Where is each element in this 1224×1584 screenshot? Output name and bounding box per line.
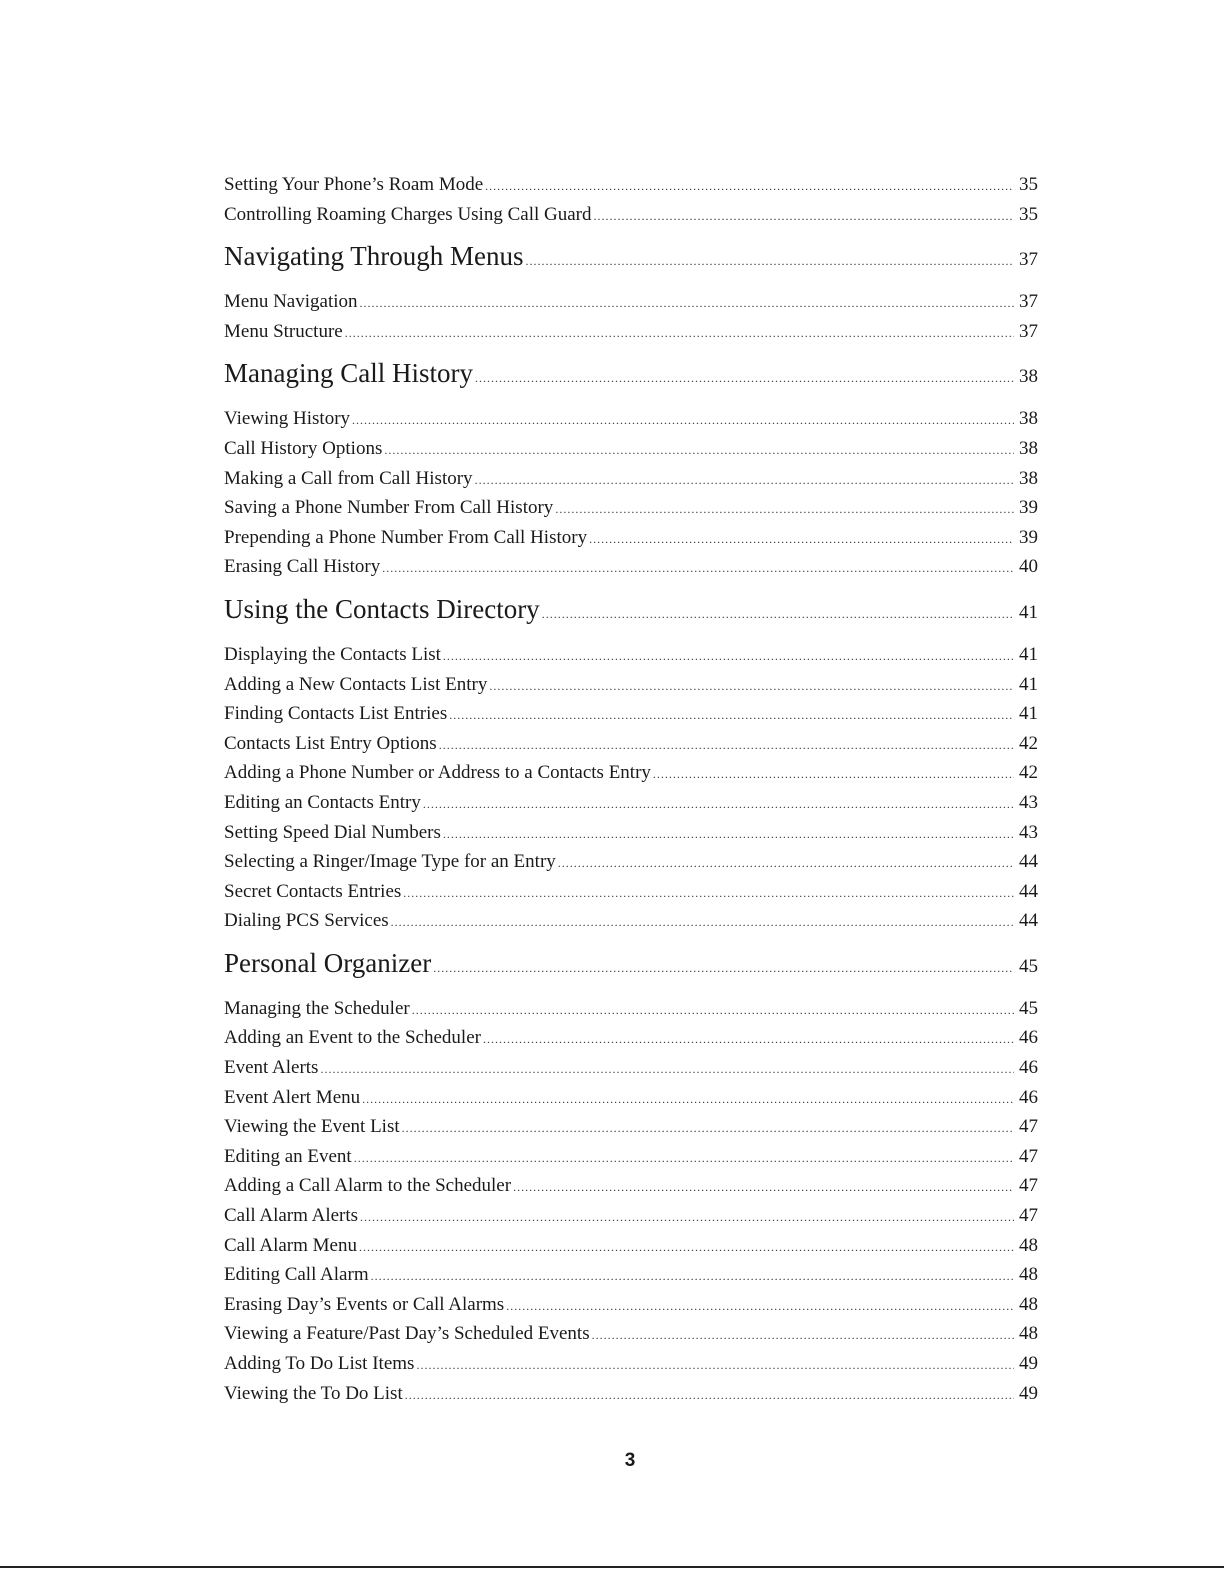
toc-label: Adding To Do List Items [224,1353,415,1374]
toc-section-heading [224,944,1038,982]
toc-entry [224,758,1038,788]
toc-page-number: 46 [1019,1027,1038,1049]
toc-label: Erasing Call History [224,556,381,578]
toc-label: Adding a Call Alarm to the Scheduler [224,1175,512,1197]
toc-label: Event Alert Menu [224,1086,361,1108]
toc-page-number: 48 [1019,1234,1038,1256]
toc-label: Personal Organizer [224,947,432,978]
toc-entry [224,1379,1038,1409]
page-number: 3 [624,1450,636,1471]
toc-label: Editing Call Alarm [224,1264,369,1286]
dot-leader [483,1025,1014,1053]
dot-leader [320,1055,1014,1083]
toc-label: Saving a Phone Number From Call History [224,497,554,519]
dot-leader [513,1173,1014,1201]
toc-label: Call Alarm Menu [224,1234,357,1256]
toc-label: Dialing PCS Services [224,910,389,932]
dot-leader [475,359,1014,392]
toc-page-number: 35 [1019,174,1038,195]
toc-label: Using the Contacts Directory [224,593,540,624]
toc-entry [224,170,1038,200]
toc-entry [224,994,1038,1024]
toc-page-number: 42 [1019,762,1038,784]
toc-page-number: 45 [1019,997,1038,1019]
toc-page-number: 37 [1019,291,1038,313]
toc-label: Setting Speed Dial Numbers [224,821,441,843]
toc-page-number: 40 [1019,556,1038,578]
toc-label: Editing an Event [224,1145,352,1167]
bottom-rule [0,1566,1224,1584]
dot-leader [354,1144,1014,1172]
toc-entry [224,670,1038,700]
dot-leader [525,242,1014,275]
toc-label: Setting Your Phone’s Roam Mode [224,174,484,195]
table-of-contents [224,170,1038,1408]
toc-page-number: 46 [1019,1057,1038,1079]
toc-page-number: 48 [1019,1293,1038,1315]
dot-leader [403,879,1014,907]
dot-leader [589,525,1014,553]
dot-leader [489,672,1014,700]
toc-page-number: 46 [1019,1086,1038,1108]
toc-label: Viewing a Feature/Past Day’s Scheduled Events [224,1323,590,1345]
toc-page-number: 39 [1019,526,1038,548]
toc-entry [224,1260,1038,1290]
toc-label: Erasing Day’s Events or Call Alarms [224,1293,505,1315]
toc-entry [224,1201,1038,1231]
toc-label: Navigating Through Menus [224,241,524,272]
toc-page-number: 48 [1019,1264,1038,1286]
toc-entry [224,1112,1038,1142]
toc-label: Making a Call from Call History [224,467,473,489]
toc-page-number: 39 [1019,497,1038,519]
toc-entry [224,818,1038,848]
toc-label: Adding a Phone Number or Address to a Contacts Entry [224,762,651,784]
dot-leader [382,554,1014,582]
dot-leader [345,319,1014,347]
toc-section-heading [224,237,1038,275]
toc-entry [224,464,1038,494]
dot-leader [391,908,1014,936]
toc-label: Call Alarm Alerts [224,1205,359,1227]
toc-entry [224,1349,1038,1379]
dot-leader [433,949,1014,982]
toc-page-number: 38 [1019,408,1038,430]
toc-page-number: 49 [1019,1382,1038,1404]
toc-label: Editing an Contacts Entry [224,791,421,813]
toc-entry [224,729,1038,759]
dot-leader [405,1381,1014,1409]
toc-label: Menu Navigation [224,291,358,313]
toc-page-number: 38 [1019,366,1038,388]
toc-entry [224,1053,1038,1083]
toc-label: Displaying the Contacts List [224,643,441,665]
toc-label: Viewing History [224,408,351,430]
toc-entry [224,1083,1038,1113]
toc-label: Contacts List Entry Options [224,732,437,754]
dot-leader [360,1203,1014,1231]
toc-page-number: 45 [1019,955,1038,977]
toc-page-number: 47 [1019,1116,1038,1138]
toc-page-number: 44 [1019,851,1038,873]
dot-leader [362,1085,1014,1113]
dot-leader [352,406,1014,434]
toc-label: Viewing the Event List [224,1116,400,1138]
dot-leader [360,289,1014,317]
toc-page-number: 43 [1019,791,1038,813]
dot-leader [423,790,1014,818]
dot-leader [359,1233,1014,1261]
toc-label: Adding a New Contacts List Entry [224,673,488,695]
toc-page-number: 37 [1019,249,1038,271]
toc-entry [224,906,1038,936]
toc-label: Controlling Roaming Charges Using Call Guard [224,203,592,225]
toc-entry [224,552,1038,582]
toc-label: Selecting a Ringer/Image Type for an Entry [224,851,556,873]
toc-label: Adding an Event to the Scheduler [224,1027,481,1049]
toc-entry [224,434,1038,464]
toc-section-heading [224,590,1038,628]
toc-entry [224,493,1038,523]
toc-page-number: 47 [1019,1205,1038,1227]
toc-label: Managing Call History [224,358,473,389]
toc-entry [224,847,1038,877]
toc-entry [224,287,1038,317]
toc-label: Viewing the To Do List [224,1382,403,1404]
toc-label: Menu Structure [224,320,343,342]
toc-page-number: 38 [1019,437,1038,459]
dot-leader [475,466,1014,494]
toc-page-number: 44 [1019,910,1038,932]
dot-leader [412,996,1014,1024]
toc-page-number: 41 [1019,643,1038,665]
toc-page-number: 37 [1019,320,1038,342]
dot-leader [506,1292,1014,1320]
toc-entry [224,1023,1038,1053]
toc-entry [224,404,1038,434]
dot-leader [555,495,1014,523]
dot-leader [542,595,1014,628]
dot-leader [443,642,1014,670]
dot-leader [485,172,1014,200]
toc-entry [224,1231,1038,1261]
toc-entry [224,1290,1038,1320]
dot-leader [653,760,1014,788]
toc-section-heading [224,354,1038,392]
toc-entry [224,1142,1038,1172]
toc-page-number: 48 [1019,1323,1038,1345]
toc-entry [224,317,1038,347]
toc-entry [224,523,1038,553]
dot-leader [416,1351,1014,1379]
toc-entry [224,200,1038,230]
dot-leader [384,436,1014,464]
dot-leader [594,202,1015,230]
toc-page-number: 41 [1019,601,1038,623]
toc-entry [224,1171,1038,1201]
dot-leader [402,1114,1014,1142]
toc-label: Call History Options [224,437,383,459]
toc-page-number: 49 [1019,1353,1038,1374]
toc-entry [224,788,1038,818]
toc-entry [224,640,1038,670]
toc-page-number: 35 [1019,203,1038,225]
toc-page-number: 44 [1019,880,1038,902]
toc-page-number: 41 [1019,703,1038,725]
toc-label: Secret Contacts Entries [224,880,402,902]
toc-entry [224,1319,1038,1349]
dot-leader [371,1262,1014,1290]
dot-leader [558,849,1014,877]
toc-label: Managing the Scheduler [224,997,410,1019]
toc-page-number: 42 [1019,732,1038,754]
dot-leader [443,820,1014,848]
toc-label: Prepending a Phone Number From Call History [224,526,588,548]
toc-page-number: 41 [1019,673,1038,695]
toc-entry [224,877,1038,907]
toc-page-number: 47 [1019,1175,1038,1197]
dot-leader [439,731,1014,759]
toc-label: Finding Contacts List Entries [224,703,448,725]
dot-leader [449,701,1014,729]
toc-page-number: 38 [1019,467,1038,489]
toc-label: Event Alerts [224,1057,319,1079]
toc-page-number: 43 [1019,821,1038,843]
dot-leader [592,1321,1014,1349]
toc-entry [224,699,1038,729]
toc-page-number: 47 [1019,1145,1038,1167]
